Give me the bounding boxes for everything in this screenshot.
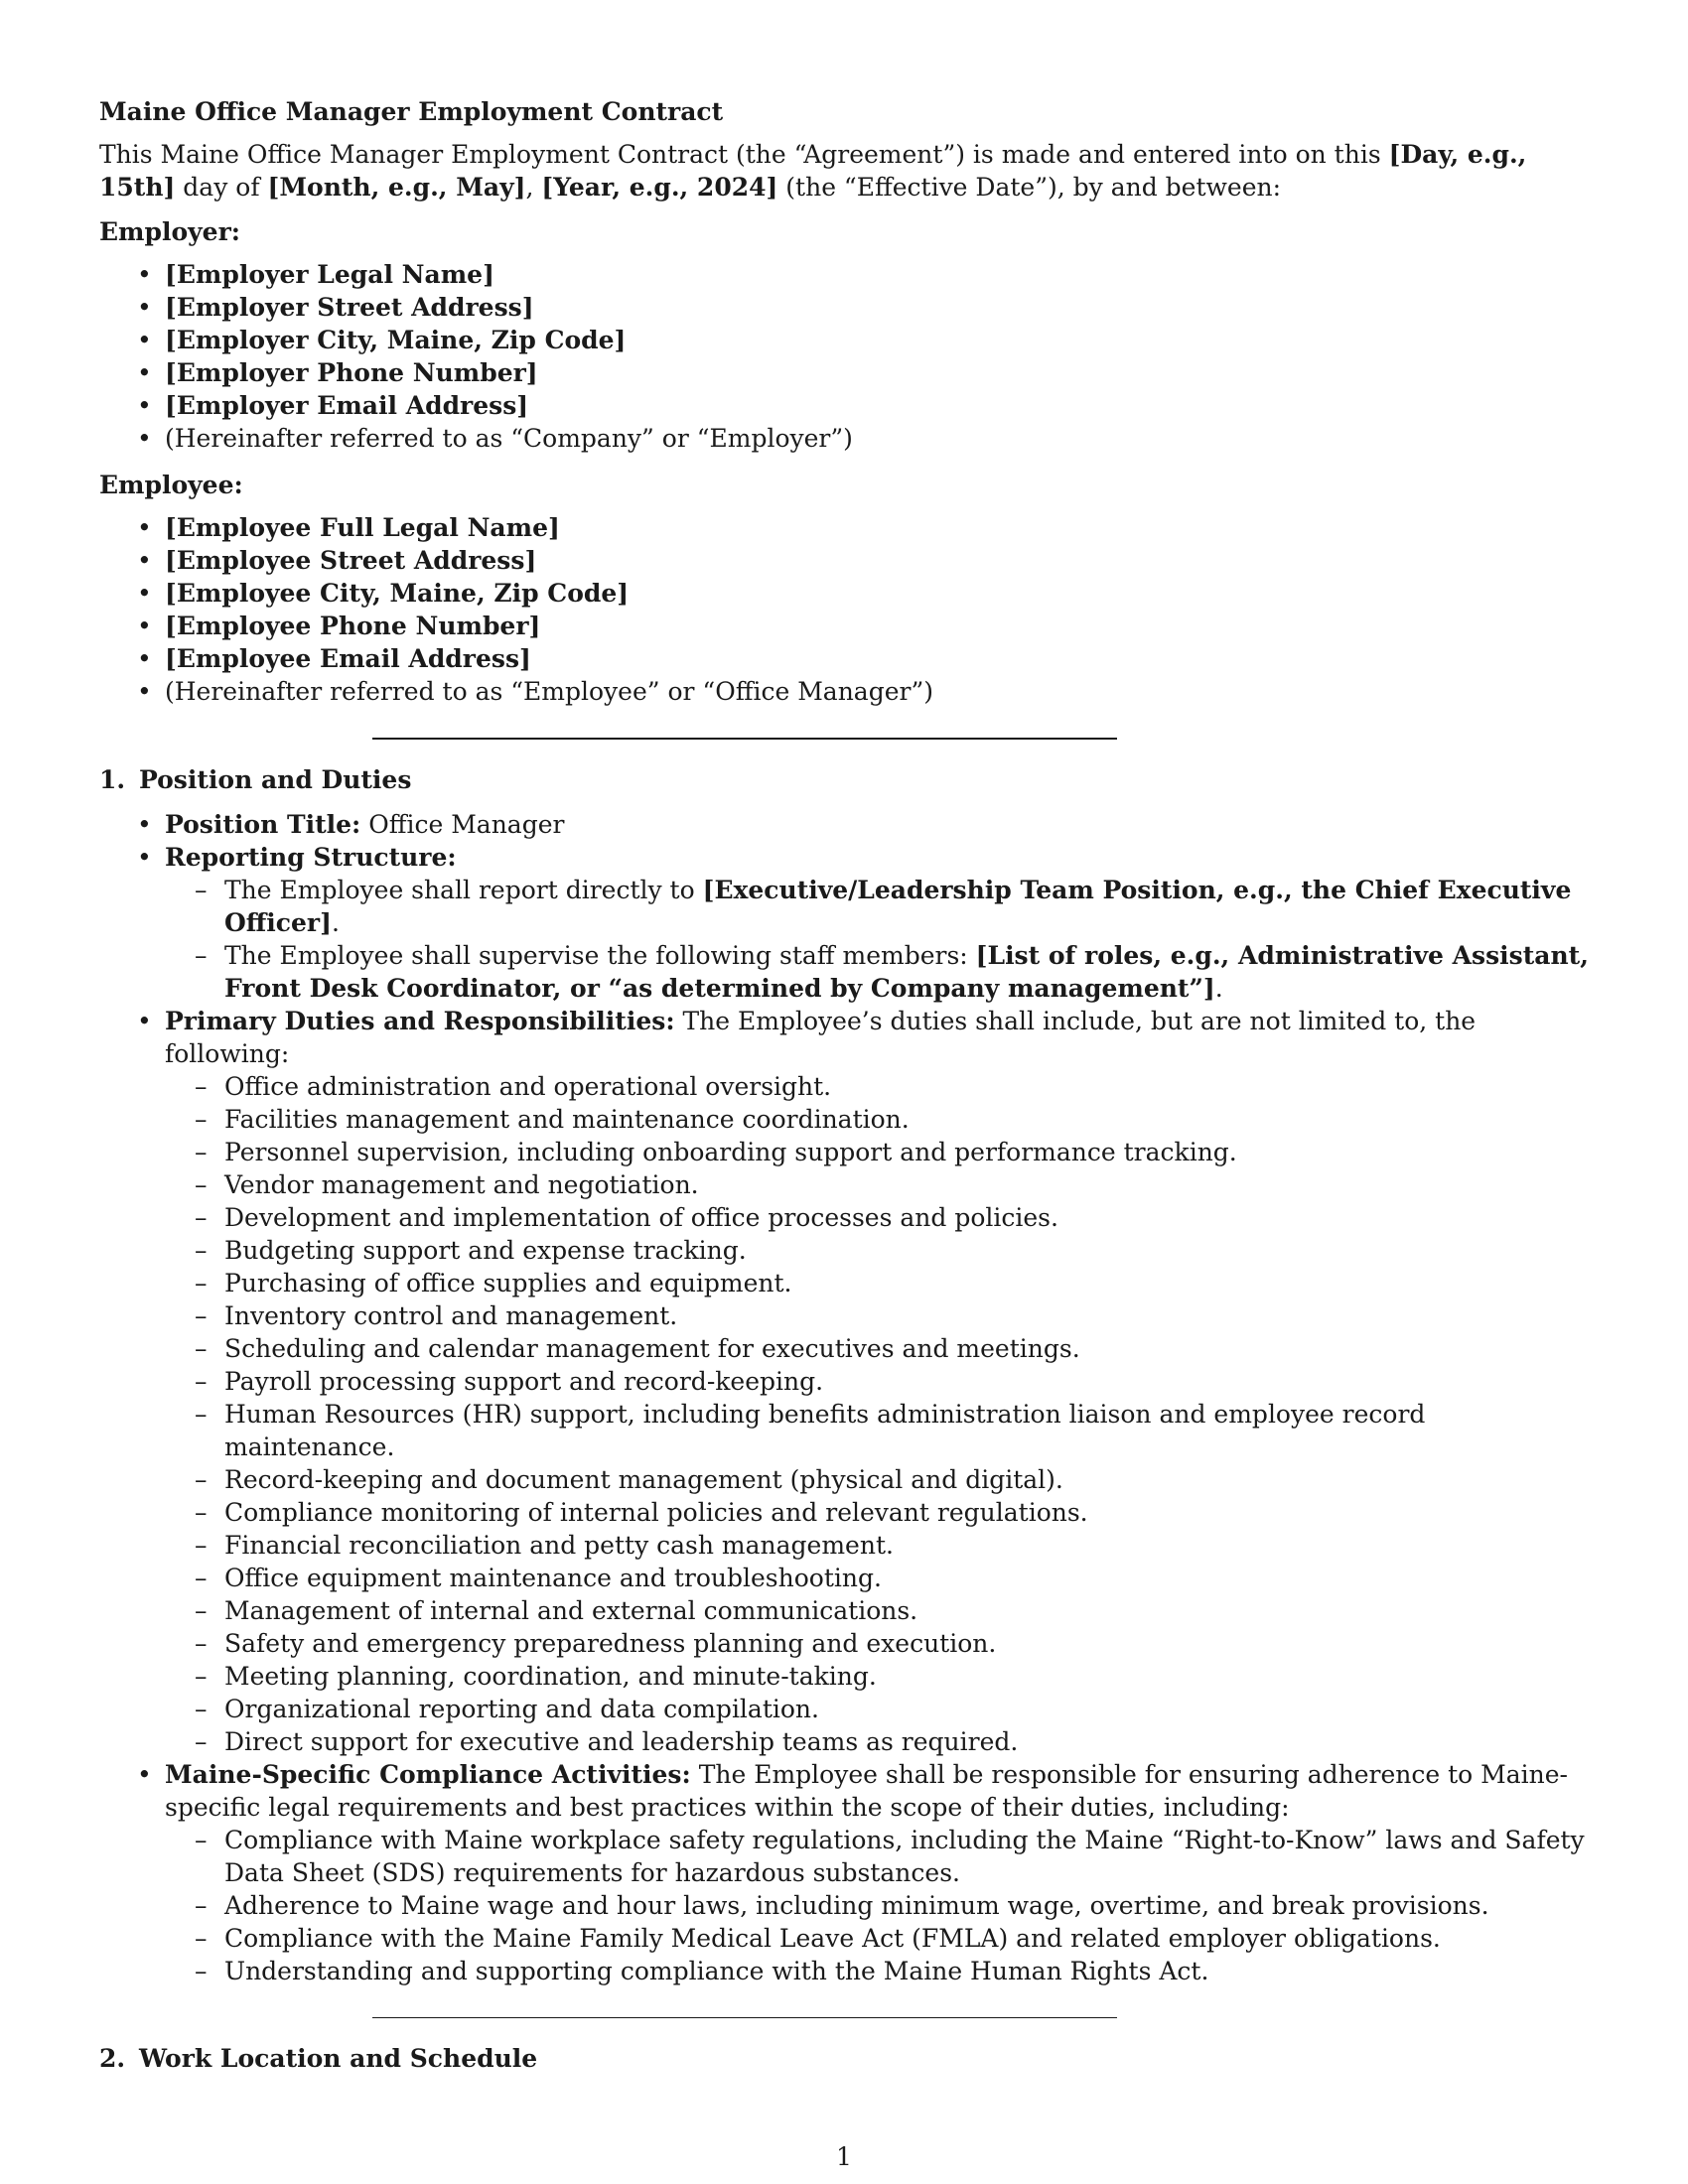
employer-item bbox=[165, 356, 1589, 389]
intro-text-1: This Maine Office Manager Employment Contract (the “Agreement”) is made and entered into on this bbox=[99, 140, 1389, 169]
reporting-item bbox=[224, 874, 1589, 939]
intro-paragraph bbox=[99, 138, 1589, 204]
section-divider bbox=[372, 738, 1117, 740]
reporting-text: . bbox=[1214, 974, 1223, 1003]
duty-item: – Vendor management and negotiation. bbox=[224, 1168, 1589, 1201]
employee-item bbox=[165, 577, 1589, 610]
intro-text-2: day of bbox=[175, 173, 268, 202]
duty-item: – Purchasing of office supplies and equipment. bbox=[224, 1267, 1589, 1299]
reporting-item bbox=[224, 939, 1589, 1005]
intro-day-placeholder: [Day, e.g., 15th] bbox=[99, 140, 1527, 202]
duty-item: – Inventory control and management. bbox=[224, 1299, 1589, 1332]
reporting-text: The Employee shall supervise the following staff members: bbox=[224, 941, 976, 970]
reporting-placeholder: [Executive/Leadership Team Position, e.g., the Chief Executive Officer] bbox=[224, 876, 1572, 937]
duty-item: – Development and implementation of office processes and policies. bbox=[224, 1201, 1589, 1234]
reporting-text: . bbox=[331, 908, 340, 937]
position-title-item bbox=[165, 808, 1589, 841]
employer-phone: [Employer Phone Number] bbox=[165, 358, 538, 387]
employer-city-zip: [Employer City, Maine, Zip Code] bbox=[165, 326, 627, 354]
employee-note: • (Hereinafter referred to as “Employee” or “Office Manager”) bbox=[165, 675, 1589, 708]
employer-street-address: [Employer Street Address] bbox=[165, 293, 534, 322]
duty-item: – Direct support for executive and leadership teams as required. bbox=[224, 1725, 1589, 1758]
duty-item: – Facilities management and maintenance coordination. bbox=[224, 1103, 1589, 1136]
section-1-title: Position and Duties bbox=[139, 765, 412, 794]
duty-item: – Record-keeping and document management (physical and digital). bbox=[224, 1463, 1589, 1496]
duty-item: – Compliance monitoring of internal policies and relevant regulations. bbox=[224, 1496, 1589, 1529]
section-1-list bbox=[99, 808, 1589, 1987]
compliance-item bbox=[165, 1758, 1589, 1987]
section-1-heading bbox=[99, 763, 1589, 796]
duty-item: – Management of internal and external communications. bbox=[224, 1594, 1589, 1627]
employee-street-address: [Employee Street Address] bbox=[165, 546, 537, 575]
section-divider bbox=[372, 2017, 1117, 2018]
duties-intro: The Employee’s duties shall include, but are not limited to, the following: bbox=[165, 1007, 1477, 1068]
employer-legal-name: [Employer Legal Name] bbox=[165, 260, 494, 289]
section-2-heading bbox=[99, 2042, 1589, 2075]
compliance-label: Maine-Specific Compliance Activities: bbox=[165, 1760, 691, 1789]
duty-item: – Scheduling and calendar management for executives and meetings. bbox=[224, 1332, 1589, 1365]
contract-page bbox=[99, 95, 1589, 2087]
duties-label: Primary Duties and Responsibilities: bbox=[165, 1007, 675, 1035]
duty-item: – Safety and emergency preparedness planning and execution. bbox=[224, 1627, 1589, 1660]
employer-email: [Employer Email Address] bbox=[165, 391, 529, 420]
employee-phone: [Employee Phone Number] bbox=[165, 612, 541, 640]
compliance-point: – Compliance with Maine workplace safety regulations, including the Maine “Right-to-Know” laws and Safety Data Sheet (SDS) requirements for hazardous substances. bbox=[224, 1824, 1589, 1889]
duties-list bbox=[165, 1070, 1589, 1758]
intro-text-3: , bbox=[525, 173, 542, 202]
employer-item bbox=[165, 324, 1589, 356]
duty-item: – Meeting planning, coordination, and minute-taking. bbox=[224, 1660, 1589, 1693]
employer-item bbox=[165, 389, 1589, 422]
reporting-structure-item bbox=[165, 841, 1589, 1005]
compliance-point: – Compliance with the Maine Family Medical Leave Act (FMLA) and related employer obligations. bbox=[224, 1922, 1589, 1955]
reporting-placeholder: [List of roles, e.g., Administrative Assistant, Front Desk Coordinator, or “as determined by Company management”] bbox=[224, 941, 1589, 1003]
position-title-value: Office Manager bbox=[360, 810, 565, 839]
intro-month-placeholder: [Month, e.g., May] bbox=[267, 173, 526, 202]
position-title-label: Position Title: bbox=[165, 810, 361, 839]
intro-text-4: (the “Effective Date”), by and between: bbox=[777, 173, 1282, 202]
employer-heading: Employer: bbox=[99, 217, 240, 246]
employee-heading: Employee: bbox=[99, 471, 243, 499]
employee-email: [Employee Email Address] bbox=[165, 644, 531, 673]
reporting-list bbox=[165, 874, 1589, 1005]
document-title: Maine Office Manager Employment Contract bbox=[99, 97, 724, 126]
employee-list bbox=[99, 511, 1589, 708]
section-2-title: Work Location and Schedule bbox=[139, 2044, 538, 2073]
reporting-text: The Employee shall report directly to bbox=[224, 876, 703, 904]
compliance-list bbox=[165, 1824, 1589, 1987]
employee-item bbox=[165, 511, 1589, 544]
reporting-structure-label: Reporting Structure: bbox=[165, 843, 457, 872]
compliance-intro: The Employee shall be responsible for ensuring adherence to Maine-specific legal requirements and best practices within the scope of their duties, including: bbox=[165, 1760, 1569, 1822]
duty-item: – Budgeting support and expense tracking. bbox=[224, 1234, 1589, 1267]
compliance-point: – Adherence to Maine wage and hour laws, including minimum wage, overtime, and break provisions. bbox=[224, 1889, 1589, 1922]
duty-item: – Human Resources (HR) support, including benefits administration liaison and employee record maintenance. bbox=[224, 1398, 1589, 1463]
duty-item: – Payroll processing support and record-keeping. bbox=[224, 1365, 1589, 1398]
duty-item: – Financial reconciliation and petty cash management. bbox=[224, 1529, 1589, 1562]
employee-item bbox=[165, 642, 1589, 675]
duty-item: – Office equipment maintenance and troubleshooting. bbox=[224, 1562, 1589, 1594]
compliance-point: – Understanding and supporting compliance with the Maine Human Rights Act. bbox=[224, 1955, 1589, 1987]
employer-note: • (Hereinafter referred to as “Company” or “Employer”) bbox=[165, 422, 1589, 455]
section-2-number: 2. bbox=[99, 2044, 126, 2073]
duty-item: – Office administration and operational oversight. bbox=[224, 1070, 1589, 1103]
duties-item bbox=[165, 1005, 1589, 1758]
employee-legal-name: [Employee Full Legal Name] bbox=[165, 513, 560, 542]
employee-item bbox=[165, 610, 1589, 642]
employer-item bbox=[165, 291, 1589, 324]
employee-city-zip: [Employee City, Maine, Zip Code] bbox=[165, 579, 630, 608]
duty-item: – Organizational reporting and data compilation. bbox=[224, 1693, 1589, 1725]
employer-item bbox=[165, 258, 1589, 291]
section-1-number: 1. bbox=[99, 765, 126, 794]
employer-list bbox=[99, 258, 1589, 455]
page-number: 1 bbox=[836, 2142, 852, 2171]
employee-item bbox=[165, 544, 1589, 577]
duty-item: – Personnel supervision, including onboarding support and performance tracking. bbox=[224, 1136, 1589, 1168]
intro-year-placeholder: [Year, e.g., 2024] bbox=[541, 173, 778, 202]
